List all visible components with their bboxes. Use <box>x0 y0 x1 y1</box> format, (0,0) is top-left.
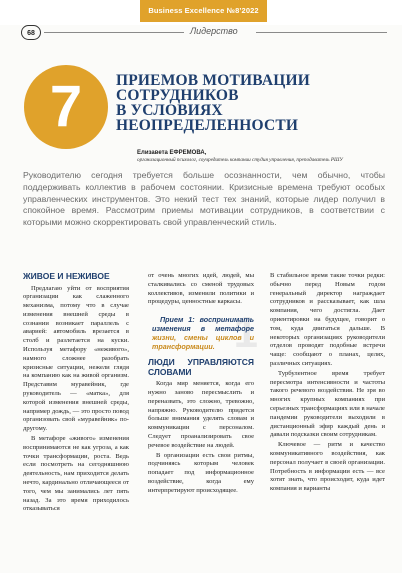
article-title <box>116 73 366 133</box>
text-column-1 <box>23 272 129 515</box>
pull-quote-prefix: Прием 1: воспринимать изменения в метафоре <box>152 315 254 334</box>
section-name: Лидерство <box>190 26 238 36</box>
pull-quote <box>148 308 258 358</box>
paragraph: В стабильное время такие точки редки: обычно перед Новым годом генеральный директор награждает сотрудников и рассказывает, как шла компания, чего достигла. Дает ориентировки на будущее, говорит о том, куда двигаться дальше. В некоторых организациях руководители отделов проводят подобные встречи чаще: сообщают о планах, целях, различных ситуациях. <box>270 272 385 367</box>
article-number-badge: 7 <box>24 65 108 149</box>
paragraph: Когда мир меняется, когда его нужно заново пересмыслить и переназвать, это сложно, тревожно, напряжно. Руководителю придется больше внимания уделять словам и коммуникации с персоналом. Следует проанализировать свое речевое воздействие на людей. <box>148 380 254 449</box>
header-rule-left <box>44 32 184 33</box>
text-column-3 <box>270 272 385 495</box>
title-line: ПРИЕМОВ МОТИВАЦИИ <box>116 72 311 89</box>
top-bar <box>0 0 402 25</box>
pull-quote-text <box>152 315 254 351</box>
header-rule-right <box>256 32 387 33</box>
pull-quote-number: 1 <box>233 308 258 358</box>
paragraph: В метафоре «живого» изменения воспринимаются не как угроза, а как точки трансформации, роста. Ведь если посмотреть на сегодняшнюю деятельность, нам приходится делать нечто, кардинально отличающееся от того, чем мы занимались лет пять назад. За это время приходилось отказываться <box>23 435 129 513</box>
author-name: Елизавета ЕФРЕМОВА, <box>137 150 207 156</box>
subheading-words: ЛЮДИ УПРАВЛЯЮТСЯ СЛОВАМИ <box>148 357 254 377</box>
title-line: СОТРУДНИКОВ <box>116 87 239 104</box>
paragraph: от очень многих идей, людей, мы сталкивались со сменой трудовых коллективов, изменили политики и процедуры, ценностные каркасы. <box>148 272 254 306</box>
paragraph: Ключевое — ритм и качество коммуникативного воздействия, как персонал получает в своей организации. Потребность в информации есть — все хотят знать, что происходит, куда идет компания и варианты <box>270 441 385 493</box>
paragraph: Турбулентное время требует пересмотра интенсивности и частоты такого речевого воздействия. Не зря во многих крупных компаниях при серьезных трансформациях или в начале пандемии руководители выходили в дистанционный эфир каждый день и давали подсказки своим сотрудникам. <box>270 369 385 439</box>
article-lead: Руководителю сегодня требуется больше осознанности, чем обычно, чтобы поддерживать коллектив в рабочем состоянии. Кризисные времена требуют особых управленческих инструментов. Это некий тест тех знаний, которые лидер получил в спокойное время. Рассмотрим приемы мотивации сотрудников, в соответствии с которыми можно скорректировать свой управленческий стиль. <box>23 170 385 228</box>
title-line: НЕОПРЕДЕЛЕННОСТИ <box>116 117 299 134</box>
pull-quote-highlight: жизни, смены циклов и трансформации. <box>152 333 254 352</box>
text-column-2 <box>148 272 258 497</box>
author-description: организационный психолог, соучредитель компании студия управления, преподаватель РШУ <box>137 157 343 163</box>
paragraph: Предлагаю уйти от восприятия организации как слаженного механизма, потому что в случае изменения внешней среды в сознании возникает параллель с аварией: автомобиль врезается в столб и разлетается на куски. Используя метафору «неживого», намного сложнее разобрать кризисные ситуации, нежели глядя на компанию как на живой организм. Представим муравейник, где руководитель — «матка», для которой изменения внешней среды, например дождь, — это просто повод организовать свой «муравейник» по-другому. <box>23 284 129 433</box>
paragraph: В организации есть свои ритмы, подчиняясь которым человек попадает под информационное воздействие, когда ему интерпретируют происходящее. <box>148 451 254 494</box>
subheading-alive: ЖИВОЕ И НЕЖИВОЕ <box>23 271 110 281</box>
journal-issue-tab: Business Excellence №8’2022 <box>140 0 267 22</box>
section-header <box>0 25 402 41</box>
page-number: 68 <box>21 25 41 40</box>
title-line: В УСЛОВИЯХ <box>116 102 223 119</box>
